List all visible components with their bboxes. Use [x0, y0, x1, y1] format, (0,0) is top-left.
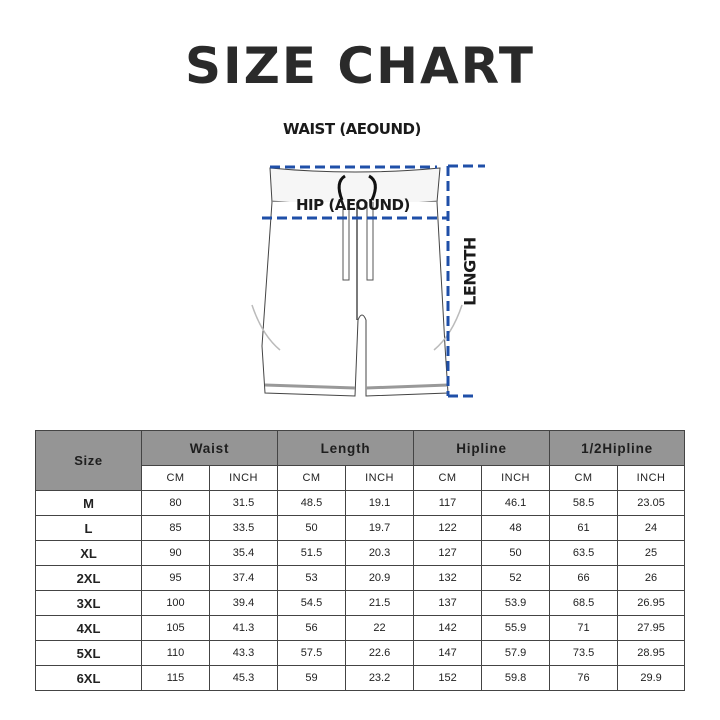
value-cell: 57.5 — [278, 641, 346, 666]
value-cell: 20.3 — [346, 541, 414, 566]
value-cell: 73.5 — [550, 641, 618, 666]
value-cell: 76 — [550, 666, 618, 691]
value-cell: 61 — [550, 516, 618, 541]
page-title: SIZE CHART — [184, 37, 536, 95]
value-cell: 127 — [414, 541, 482, 566]
unit-header: INCH — [482, 466, 550, 491]
value-cell: 24 — [618, 516, 685, 541]
value-cell: 57.9 — [482, 641, 550, 666]
value-cell: 37.4 — [210, 566, 278, 591]
value-cell: 110 — [142, 641, 210, 666]
value-cell: 48 — [482, 516, 550, 541]
value-cell: 100 — [142, 591, 210, 616]
value-cell: 39.4 — [210, 591, 278, 616]
unit-header: INCH — [210, 466, 278, 491]
length-header: Length — [278, 431, 414, 466]
size-table — [35, 430, 685, 691]
value-cell: 59 — [278, 666, 346, 691]
shorts-illustration-icon — [0, 110, 720, 410]
value-cell: 142 — [414, 616, 482, 641]
value-cell: 41.3 — [210, 616, 278, 641]
waist-header: Waist — [142, 431, 278, 466]
value-cell: 52 — [482, 566, 550, 591]
value-cell: 21.5 — [346, 591, 414, 616]
value-cell: 53 — [278, 566, 346, 591]
value-cell: 27.95 — [618, 616, 685, 641]
value-cell: 48.5 — [278, 491, 346, 516]
value-cell: 132 — [414, 566, 482, 591]
value-cell: 35.4 — [210, 541, 278, 566]
value-cell: 137 — [414, 591, 482, 616]
hipline-header: Hipline — [414, 431, 550, 466]
value-cell: 58.5 — [550, 491, 618, 516]
shorts-diagram — [0, 110, 720, 410]
value-cell: 80 — [142, 491, 210, 516]
value-cell: 26.95 — [618, 591, 685, 616]
value-cell: 122 — [414, 516, 482, 541]
value-cell: 19.1 — [346, 491, 414, 516]
table-row — [36, 616, 685, 641]
value-cell: 29.9 — [618, 666, 685, 691]
value-cell: 46.1 — [482, 491, 550, 516]
size-cell: XL — [36, 541, 142, 566]
value-cell: 22.6 — [346, 641, 414, 666]
half-hipline-header: 1/2Hipline — [550, 431, 685, 466]
unit-header: INCH — [618, 466, 685, 491]
size-cell: 5XL — [36, 641, 142, 666]
length-label: LENGTH — [460, 237, 480, 306]
value-cell: 31.5 — [210, 491, 278, 516]
unit-header: INCH — [346, 466, 414, 491]
value-cell: 68.5 — [550, 591, 618, 616]
value-cell: 25 — [618, 541, 685, 566]
table-row — [36, 541, 685, 566]
value-cell: 105 — [142, 616, 210, 641]
table-row — [36, 591, 685, 616]
value-cell: 33.5 — [210, 516, 278, 541]
table-row — [36, 566, 685, 591]
value-cell: 71 — [550, 616, 618, 641]
value-cell: 56 — [278, 616, 346, 641]
value-cell: 147 — [414, 641, 482, 666]
value-cell: 117 — [414, 491, 482, 516]
value-cell: 115 — [142, 666, 210, 691]
table-row — [36, 666, 685, 691]
size-cell: L — [36, 516, 142, 541]
value-cell: 43.3 — [210, 641, 278, 666]
hip-label: HIP (AEOUND) — [296, 196, 410, 214]
unit-header: CM — [550, 466, 618, 491]
table-row — [36, 516, 685, 541]
size-cell: 3XL — [36, 591, 142, 616]
value-cell: 53.9 — [482, 591, 550, 616]
size-cell: 4XL — [36, 616, 142, 641]
value-cell: 19.7 — [346, 516, 414, 541]
size-cell: 6XL — [36, 666, 142, 691]
size-header: Size — [36, 431, 142, 491]
table-row — [36, 491, 685, 516]
value-cell: 51.5 — [278, 541, 346, 566]
unit-header: CM — [278, 466, 346, 491]
size-cell: 2XL — [36, 566, 142, 591]
value-cell: 63.5 — [550, 541, 618, 566]
table-row — [36, 641, 685, 666]
value-cell: 45.3 — [210, 666, 278, 691]
value-cell: 50 — [278, 516, 346, 541]
value-cell: 50 — [482, 541, 550, 566]
value-cell: 23.05 — [618, 491, 685, 516]
value-cell: 55.9 — [482, 616, 550, 641]
value-cell: 85 — [142, 516, 210, 541]
value-cell: 26 — [618, 566, 685, 591]
value-cell: 90 — [142, 541, 210, 566]
value-cell: 23.2 — [346, 666, 414, 691]
unit-header: CM — [142, 466, 210, 491]
value-cell: 54.5 — [278, 591, 346, 616]
unit-header: CM — [414, 466, 482, 491]
value-cell: 20.9 — [346, 566, 414, 591]
value-cell: 152 — [414, 666, 482, 691]
value-cell: 22 — [346, 616, 414, 641]
value-cell: 95 — [142, 566, 210, 591]
waist-label: WAIST (AEOUND) — [283, 120, 421, 138]
size-cell: M — [36, 491, 142, 516]
value-cell: 28.95 — [618, 641, 685, 666]
value-cell: 59.8 — [482, 666, 550, 691]
value-cell: 66 — [550, 566, 618, 591]
